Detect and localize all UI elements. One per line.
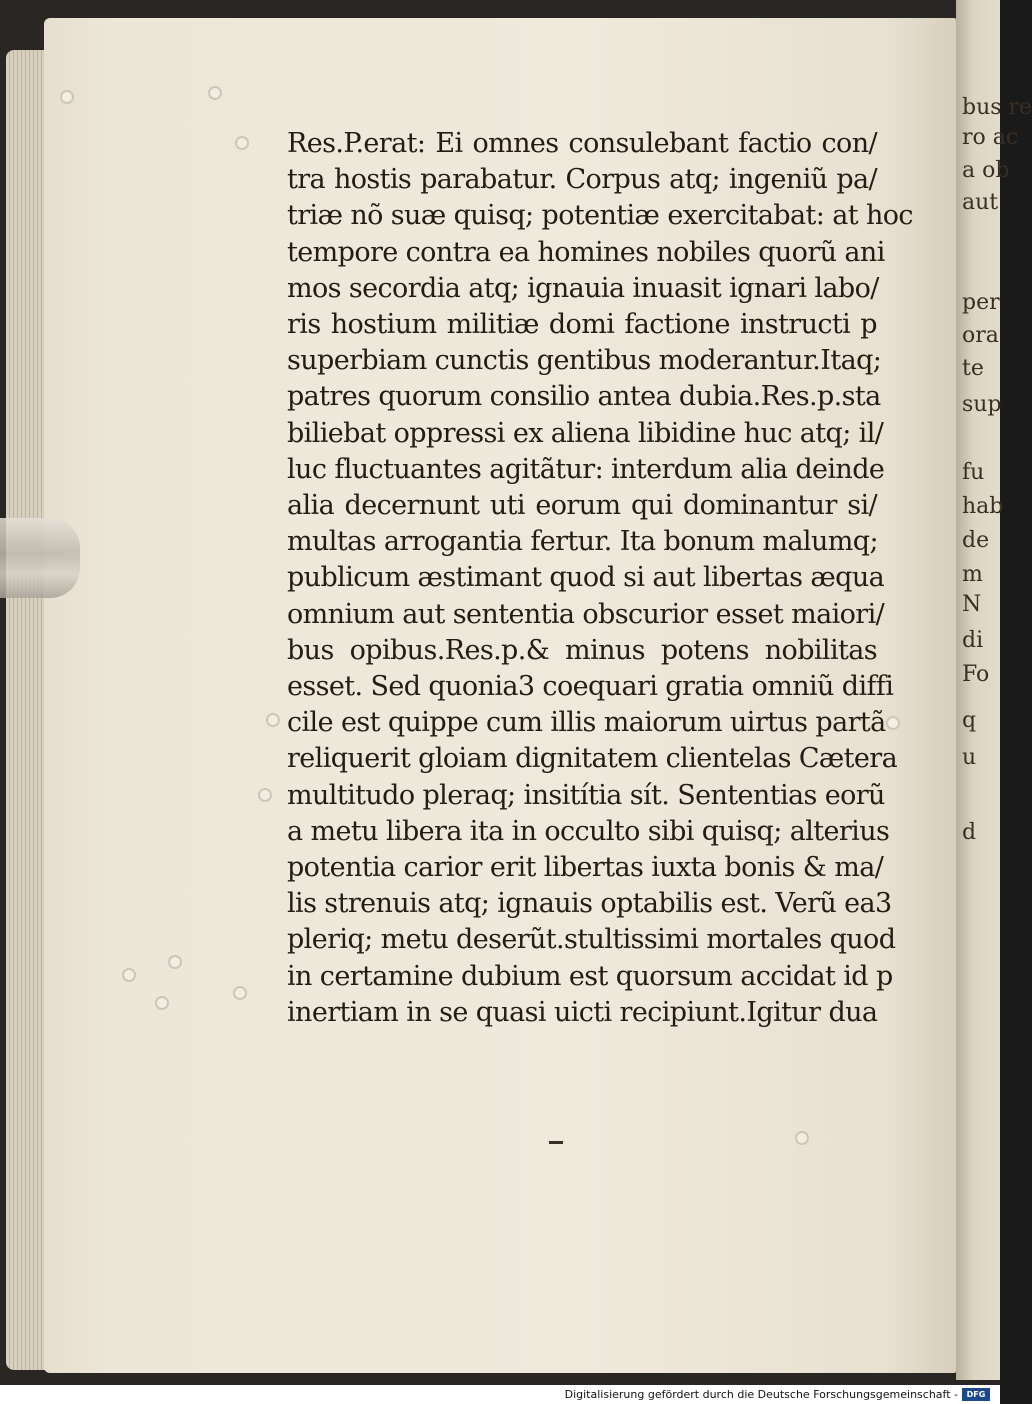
- facing-page-fragment: sup: [962, 392, 1002, 417]
- text-line: tra hostis parabatur. Corpus atq; ingeniũ pa/: [287, 164, 877, 196]
- page-hole: [208, 86, 222, 100]
- text-line: potentia carior erit libertas iuxta bonis & ma/: [287, 852, 884, 884]
- facing-page-fragment: d: [962, 820, 977, 845]
- page-hole: [60, 90, 74, 104]
- page-hole: [795, 1131, 809, 1145]
- text-line: ris hostium militiæ domi factione instructi p: [287, 309, 877, 341]
- facing-page-fragment: bus re: [962, 95, 1032, 120]
- text-line: biliebat oppressi ex aliena libidine huc atq; il/: [287, 417, 884, 449]
- facing-page-fragment: m: [962, 562, 983, 587]
- facing-page-fragment: q: [962, 708, 977, 733]
- facing-page-fragment: per: [962, 290, 1000, 315]
- text-line: bus opibus.Res.p.& minus potens nobilitas: [287, 634, 877, 666]
- text-line: Res.P.erat: Ei omnes consulebant factio con/: [287, 128, 877, 159]
- page-hole: [266, 713, 280, 727]
- text-line: lis strenuis atq; ignauis optabilis est. Verũ ea3: [287, 888, 892, 920]
- text-line: pleriq; metu deserũt.stultissimi mortales quod: [287, 924, 896, 956]
- footer-bar: [0, 1385, 1000, 1404]
- facing-page-fragment: de: [962, 528, 990, 553]
- text-line: tempore contra ea homines nobiles quorũ ani: [287, 236, 885, 268]
- facing-page-fragment: u: [962, 745, 977, 770]
- text-line: cile est quippe cum illis maiorum uirtus partã: [287, 707, 886, 739]
- facing-page-fragment: hab: [962, 494, 1004, 519]
- text-line: superbiam cunctis gentibus moderantur.Itaq;: [287, 345, 882, 377]
- facing-page-fragment: te: [962, 356, 984, 381]
- text-line: in certamine dubium est quorsum accidat id p: [287, 960, 893, 992]
- text-line: triæ nõ suæ quisq; potentiæ exercitabat: at hoc: [287, 200, 913, 232]
- page-clip: [0, 518, 80, 598]
- text-line: a metu libera ita in occulto sibi quisq; alterius: [287, 815, 890, 847]
- page-hole: [235, 136, 249, 150]
- text-line: multitudo pleraq; insitítia sít. Sententias eorũ: [287, 779, 885, 811]
- text-line: mos secordia atq; ignauia inuasit ignari labo/: [287, 272, 879, 304]
- page-mark: [549, 1141, 563, 1144]
- text-block: [287, 126, 913, 1031]
- page-hole: [155, 996, 169, 1010]
- facing-page-fragment: Fo: [962, 662, 990, 687]
- text-line: alia decernunt uti eorum qui dominantur si/: [287, 490, 877, 522]
- facing-page-fragment: aut: [962, 190, 999, 215]
- text-line: multas arrogantia fertur. Ita bonum malumq;: [287, 526, 878, 558]
- facing-page-fragment: fu: [962, 460, 985, 485]
- facing-page-fragment: ro ac: [962, 125, 1019, 150]
- facing-page-fragment: ora: [962, 323, 999, 348]
- dfg-logo: DFG: [962, 1388, 990, 1401]
- text-line: omnium aut sententia obscurior esset maiori/: [287, 598, 885, 630]
- facing-page-fragment: di: [962, 628, 984, 653]
- text-line: luc fluctuantes agitãtur: interdum alia deinde: [287, 453, 885, 485]
- page-hole: [258, 788, 272, 802]
- page-hole: [122, 968, 136, 982]
- facing-page-edge: [956, 0, 1032, 1380]
- page-hole: [168, 955, 182, 969]
- facing-page-fragment: N: [962, 592, 982, 617]
- facing-page-fragment: a ob: [962, 158, 1010, 183]
- page-hole: [233, 986, 247, 1000]
- text-line: esset. Sed quonia3 coequari gratia omniũ diffi: [287, 671, 894, 703]
- text-line: inertiam in se quasi uicti recipiunt.Igitur dua: [287, 996, 878, 1028]
- page-hole: [886, 716, 900, 730]
- text-line: reliquerit gloiam dignitatem clientelas Cætera: [287, 743, 898, 775]
- text-line: patres quorum consilio antea dubia.Res.p.sta: [287, 381, 881, 413]
- text-line: publicum æstimant quod si aut libertas æqua: [287, 562, 885, 594]
- funding-credit: Digitalisierung gefördert durch die Deutsche Forschungsgemeinschaft -: [564, 1388, 958, 1401]
